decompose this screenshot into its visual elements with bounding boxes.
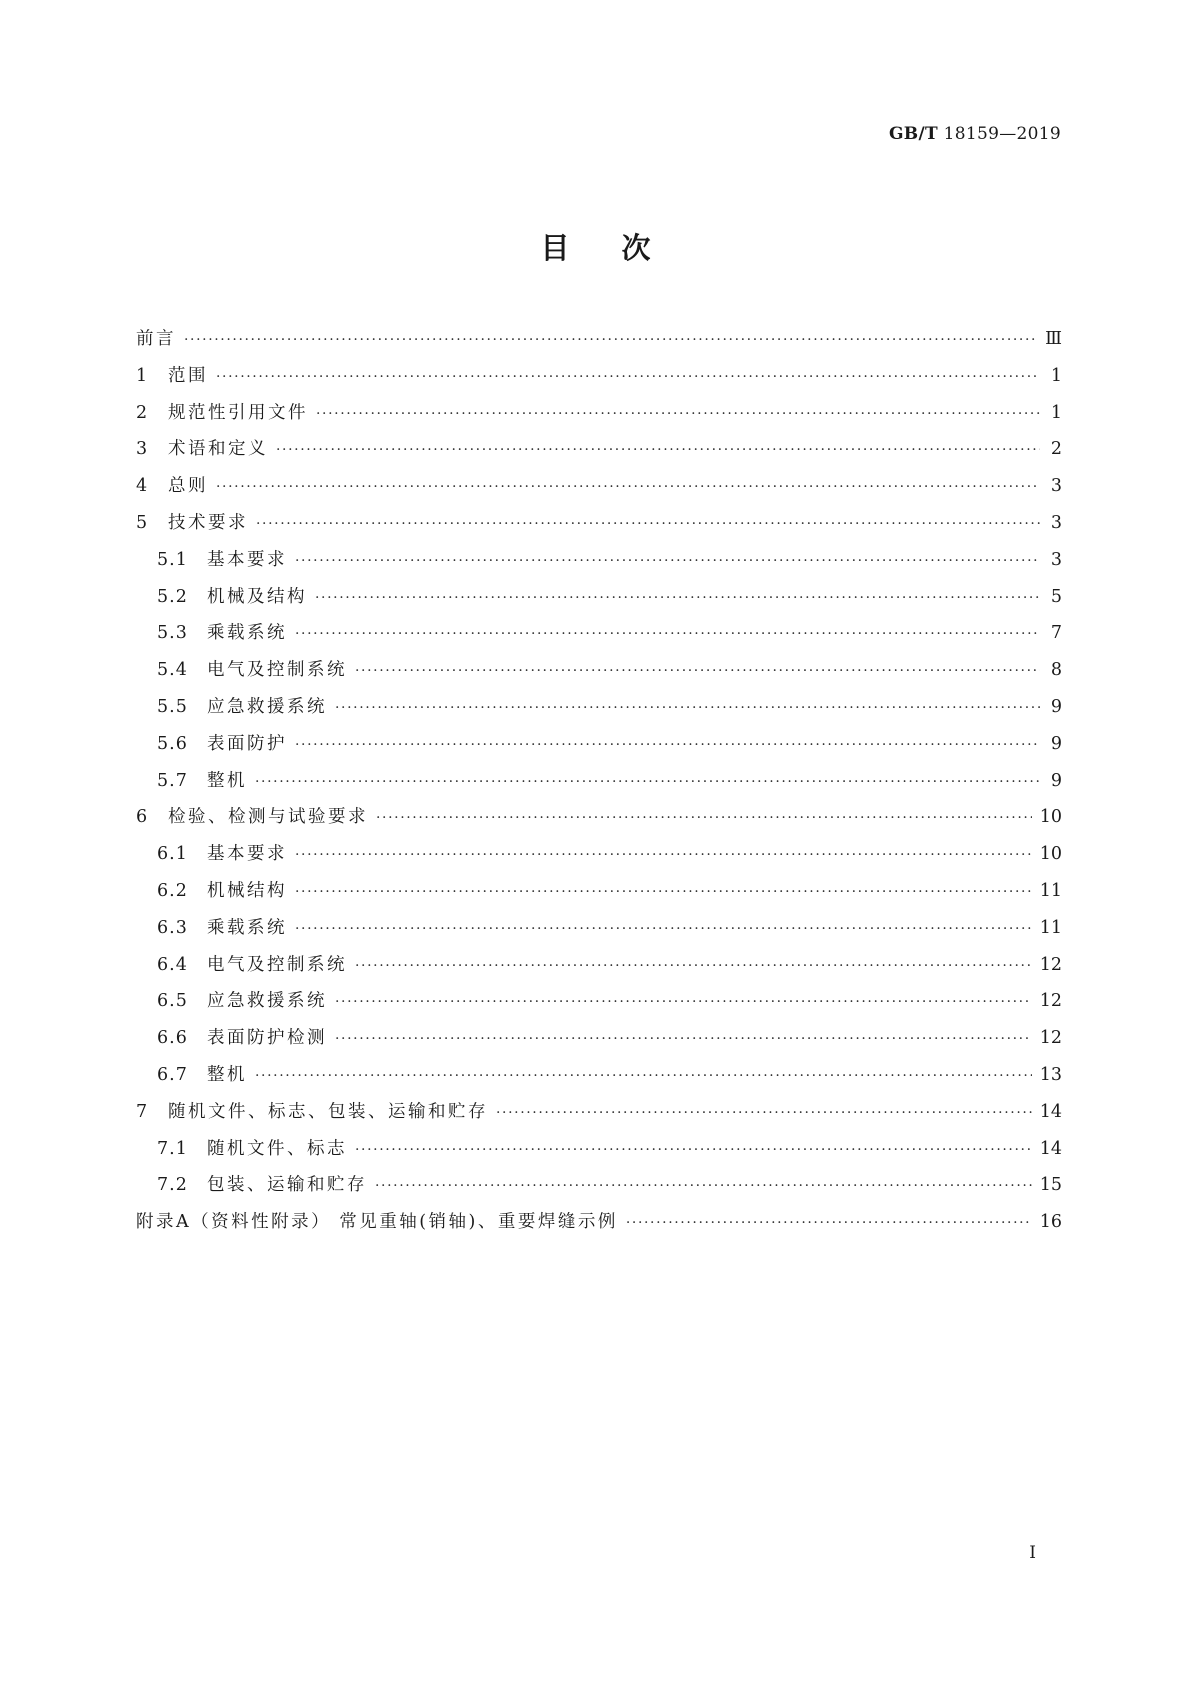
toc-entry-number: 6.2 bbox=[157, 880, 188, 901]
toc-entry-label: 表面防护检测 bbox=[207, 1028, 327, 1049]
toc-dot-leader bbox=[295, 847, 1032, 863]
toc-dot-leader bbox=[315, 590, 1040, 606]
table-of-contents bbox=[136, 325, 1062, 1245]
toc-entry-page: 3 bbox=[1050, 512, 1062, 533]
standard-code-number: 18159—2019 bbox=[943, 124, 1061, 144]
toc-entry-number: 5.6 bbox=[157, 733, 188, 754]
toc-entry[interactable] bbox=[136, 362, 1062, 399]
toc-entry-number: 6.7 bbox=[157, 1064, 188, 1085]
toc-entry-page: 5 bbox=[1050, 586, 1062, 607]
toc-entry-label: 技术要求 bbox=[168, 512, 248, 533]
toc-entry-page: 10 bbox=[1039, 807, 1062, 828]
toc-dot-leader bbox=[295, 626, 1040, 642]
toc-entry-page: 15 bbox=[1039, 1175, 1062, 1196]
toc-entry-label: 应急救援系统 bbox=[207, 696, 327, 717]
toc-entry[interactable] bbox=[136, 877, 1062, 914]
toc-title-char-2: 次 bbox=[621, 231, 651, 265]
toc-dot-leader bbox=[184, 332, 1037, 348]
toc-dot-leader bbox=[216, 369, 1040, 385]
toc-entry-page: 12 bbox=[1039, 1028, 1062, 1049]
toc-entry-page: 9 bbox=[1050, 770, 1062, 791]
toc-dot-leader bbox=[335, 700, 1040, 716]
toc-entry-page: 3 bbox=[1050, 476, 1062, 497]
toc-entry[interactable] bbox=[136, 803, 1062, 840]
toc-entry-label: 随机文件、标志 bbox=[207, 1138, 347, 1159]
toc-entry-number: 5.3 bbox=[157, 623, 188, 644]
toc-entry-label: 总则 bbox=[168, 476, 208, 497]
toc-dot-leader bbox=[295, 884, 1032, 900]
toc-entry-page: 8 bbox=[1050, 660, 1062, 681]
toc-entry-label: 基本要求 bbox=[207, 844, 287, 865]
toc-dot-leader bbox=[255, 1068, 1032, 1084]
toc-entry-page: 1 bbox=[1050, 402, 1062, 423]
toc-dot-leader bbox=[276, 442, 1040, 458]
toc-entry-number: 5.7 bbox=[157, 770, 188, 791]
toc-title-char-1: 目 bbox=[540, 231, 570, 265]
toc-entry[interactable] bbox=[136, 730, 1062, 767]
toc-entry-number: 6.5 bbox=[157, 991, 188, 1012]
toc-entry-label: 应急救援系统 bbox=[207, 991, 327, 1012]
toc-entry[interactable] bbox=[136, 767, 1062, 804]
toc-entry-page: 12 bbox=[1039, 954, 1062, 975]
toc-entry[interactable] bbox=[136, 619, 1062, 656]
toc-entry-label: 规范性引用文件 bbox=[168, 402, 308, 423]
toc-dot-leader bbox=[295, 553, 1040, 569]
toc-entry-page: 16 bbox=[1039, 1212, 1062, 1233]
toc-dot-leader bbox=[626, 1215, 1032, 1231]
toc-entry-number: 6.3 bbox=[157, 917, 188, 938]
toc-entry-label: 术语和定义 bbox=[168, 439, 268, 460]
toc-dot-leader bbox=[256, 516, 1040, 532]
toc-entry-label: 前言 bbox=[136, 329, 176, 349]
toc-entry-page: 2 bbox=[1050, 439, 1062, 460]
toc-dot-leader bbox=[375, 1178, 1032, 1194]
toc-dot-leader bbox=[295, 921, 1032, 937]
toc-entry-label: 表面防护 bbox=[207, 733, 287, 754]
toc-entry-number: 6.1 bbox=[157, 844, 188, 865]
toc-entry-page: 11 bbox=[1039, 880, 1062, 901]
toc-dot-leader bbox=[216, 479, 1040, 495]
toc-entry-page: 12 bbox=[1039, 991, 1062, 1012]
toc-entry-label: 机械结构 bbox=[207, 880, 287, 901]
toc-entry[interactable] bbox=[136, 1208, 1062, 1245]
toc-entry-page: 9 bbox=[1050, 733, 1062, 754]
toc-entry[interactable] bbox=[136, 509, 1062, 546]
toc-entry[interactable] bbox=[136, 546, 1062, 583]
toc-entry[interactable] bbox=[136, 1135, 1062, 1172]
toc-entry-number: 2 bbox=[136, 402, 149, 423]
toc-entry[interactable] bbox=[136, 1171, 1062, 1208]
toc-entry-label: 随机文件、标志、包装、运输和贮存 bbox=[168, 1101, 488, 1122]
toc-dot-leader bbox=[496, 1105, 1032, 1121]
toc-entry-page: 14 bbox=[1039, 1101, 1062, 1122]
toc-entry-label: 包装、运输和贮存 bbox=[207, 1175, 367, 1196]
toc-entry-label: 电气及控制系统 bbox=[207, 660, 347, 681]
toc-entry-label: 附录A（资料性附录） 常见重轴(销轴)、重要焊缝示例 bbox=[136, 1212, 618, 1233]
toc-entry-number: 7 bbox=[136, 1101, 149, 1122]
toc-entry-number: 5.5 bbox=[157, 696, 188, 717]
toc-entry-number: 7.1 bbox=[157, 1138, 188, 1159]
toc-title bbox=[0, 226, 1191, 267]
toc-entry-label: 乘载系统 bbox=[207, 917, 287, 938]
toc-entry-label: 整机 bbox=[207, 770, 247, 791]
toc-entry[interactable] bbox=[136, 951, 1062, 988]
toc-entry-number: 4 bbox=[136, 476, 149, 497]
toc-entry-number: 1 bbox=[136, 365, 149, 386]
toc-entry[interactable] bbox=[136, 435, 1062, 472]
toc-entry[interactable] bbox=[136, 1061, 1062, 1098]
toc-entry-label: 基本要求 bbox=[207, 549, 287, 570]
toc-dot-leader bbox=[335, 1031, 1032, 1047]
toc-entry[interactable] bbox=[136, 399, 1062, 436]
toc-dot-leader bbox=[255, 774, 1040, 790]
toc-dot-leader bbox=[355, 1142, 1032, 1158]
toc-entry-page: 14 bbox=[1039, 1138, 1062, 1159]
toc-dot-leader bbox=[355, 663, 1040, 679]
page-number: Ⅰ bbox=[1029, 1543, 1036, 1563]
toc-entry-page: 10 bbox=[1039, 844, 1062, 865]
toc-entry[interactable] bbox=[136, 583, 1062, 620]
toc-entry-page: 9 bbox=[1050, 696, 1062, 717]
toc-entry[interactable] bbox=[136, 472, 1062, 509]
toc-entry-number: 5 bbox=[136, 512, 149, 533]
toc-entry-page: Ⅲ bbox=[1045, 329, 1062, 349]
toc-entry[interactable] bbox=[136, 987, 1062, 1024]
toc-entry-page: 7 bbox=[1050, 623, 1062, 644]
toc-entry-page: 3 bbox=[1050, 549, 1062, 570]
toc-entry-number: 3 bbox=[136, 439, 149, 460]
toc-dot-leader bbox=[295, 737, 1040, 753]
toc-entry-number: 7.2 bbox=[157, 1175, 188, 1196]
standard-code bbox=[889, 124, 1061, 144]
toc-entry-number: 6 bbox=[136, 807, 149, 828]
toc-entry-label: 检验、检测与试验要求 bbox=[168, 807, 368, 828]
toc-entry-page: 1 bbox=[1050, 365, 1062, 386]
toc-dot-leader bbox=[376, 810, 1032, 826]
toc-entry-number: 6.4 bbox=[157, 954, 188, 975]
toc-entry-label: 乘载系统 bbox=[207, 623, 287, 644]
toc-entry-number: 5.2 bbox=[157, 586, 188, 607]
toc-entry[interactable] bbox=[136, 914, 1062, 951]
toc-dot-leader bbox=[335, 994, 1032, 1010]
toc-entry[interactable] bbox=[136, 325, 1062, 362]
toc-entry-label: 电气及控制系统 bbox=[207, 954, 347, 975]
toc-entry[interactable] bbox=[136, 1024, 1062, 1061]
toc-entry-page: 11 bbox=[1039, 917, 1062, 938]
toc-entry-label: 整机 bbox=[207, 1064, 247, 1085]
toc-entry-label: 范围 bbox=[168, 365, 208, 386]
toc-entry-number: 5.4 bbox=[157, 660, 188, 681]
toc-dot-leader bbox=[355, 958, 1032, 974]
toc-entry[interactable] bbox=[136, 1098, 1062, 1135]
toc-entry[interactable] bbox=[136, 840, 1062, 877]
toc-entry-page: 13 bbox=[1039, 1064, 1062, 1085]
toc-entry-number: 6.6 bbox=[157, 1028, 188, 1049]
standard-code-prefix: GB/T bbox=[888, 124, 938, 144]
toc-entry[interactable] bbox=[136, 693, 1062, 730]
toc-dot-leader bbox=[316, 406, 1040, 422]
toc-entry[interactable] bbox=[136, 656, 1062, 693]
toc-entry-number: 5.1 bbox=[157, 549, 188, 570]
toc-entry-label: 机械及结构 bbox=[207, 586, 307, 607]
